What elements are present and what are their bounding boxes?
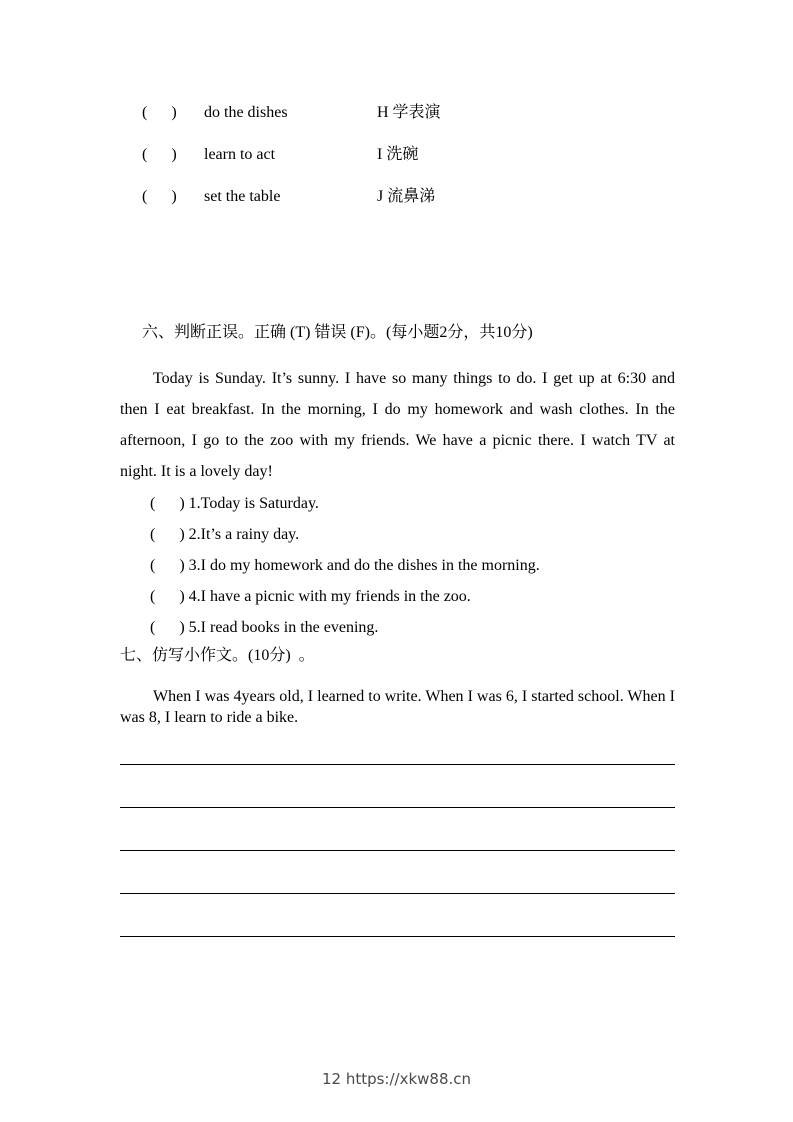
matching-list [120,103,675,206]
matching-phrase: set the table [204,188,281,205]
writing-line [120,936,675,937]
section6-questions [120,488,675,643]
matching-phrase: learn to act [204,146,276,163]
writing-line [120,807,675,808]
answer-blank: ( ) [142,188,177,205]
answer-blank: ( ) [142,146,177,163]
page-footer: 12 https://xkw88.cn [321,1070,472,1088]
writing-line [120,764,675,765]
question-item: ( ) 4.I have a picnic with my friends in the zoo. [150,588,471,605]
question-item: ( ) 1.Today is Saturday. [150,495,319,512]
matching-phrase: do the dishes [204,104,288,121]
section7-passage: When I was 4years old, I learned to write. When I was 6, I started school. When I was 8, I learn to ride a bike. [120,688,675,726]
matching-option: H 学表演 [377,104,441,121]
matching-row [120,187,675,206]
question-item: ( ) 5.I read books in the evening. [150,619,379,636]
section6-passage: Today is Sunday. It’s sunny. I have so many things to do. I get up at 6:30 and then I eat breakfast. In the morning, I do my homework and wash clothes. In the afternoon, I go to the zoo with my friends. We have a picnic there. I watch TV at night. It is a lovely day! [120,370,675,480]
matching-row [120,145,675,164]
writing-line [120,850,675,851]
writing-lines [120,764,675,937]
matching-option: I 洗碗 [377,146,419,163]
question-item: ( ) 2.It’s a rainy day. [150,526,300,543]
section7-title: 七、仿写小作文。(10分) 。 [120,647,315,664]
writing-line [120,893,675,894]
matching-option: J 流鼻涕 [377,188,436,205]
question-item: ( ) 3.I do my homework and do the dishes in the morning. [150,557,540,574]
matching-row [120,103,675,122]
section6-title: 六、判断正误。正确 (T) 错误 (F)。(每小题2分，共10分) [142,324,533,341]
answer-blank: ( ) [142,104,177,121]
